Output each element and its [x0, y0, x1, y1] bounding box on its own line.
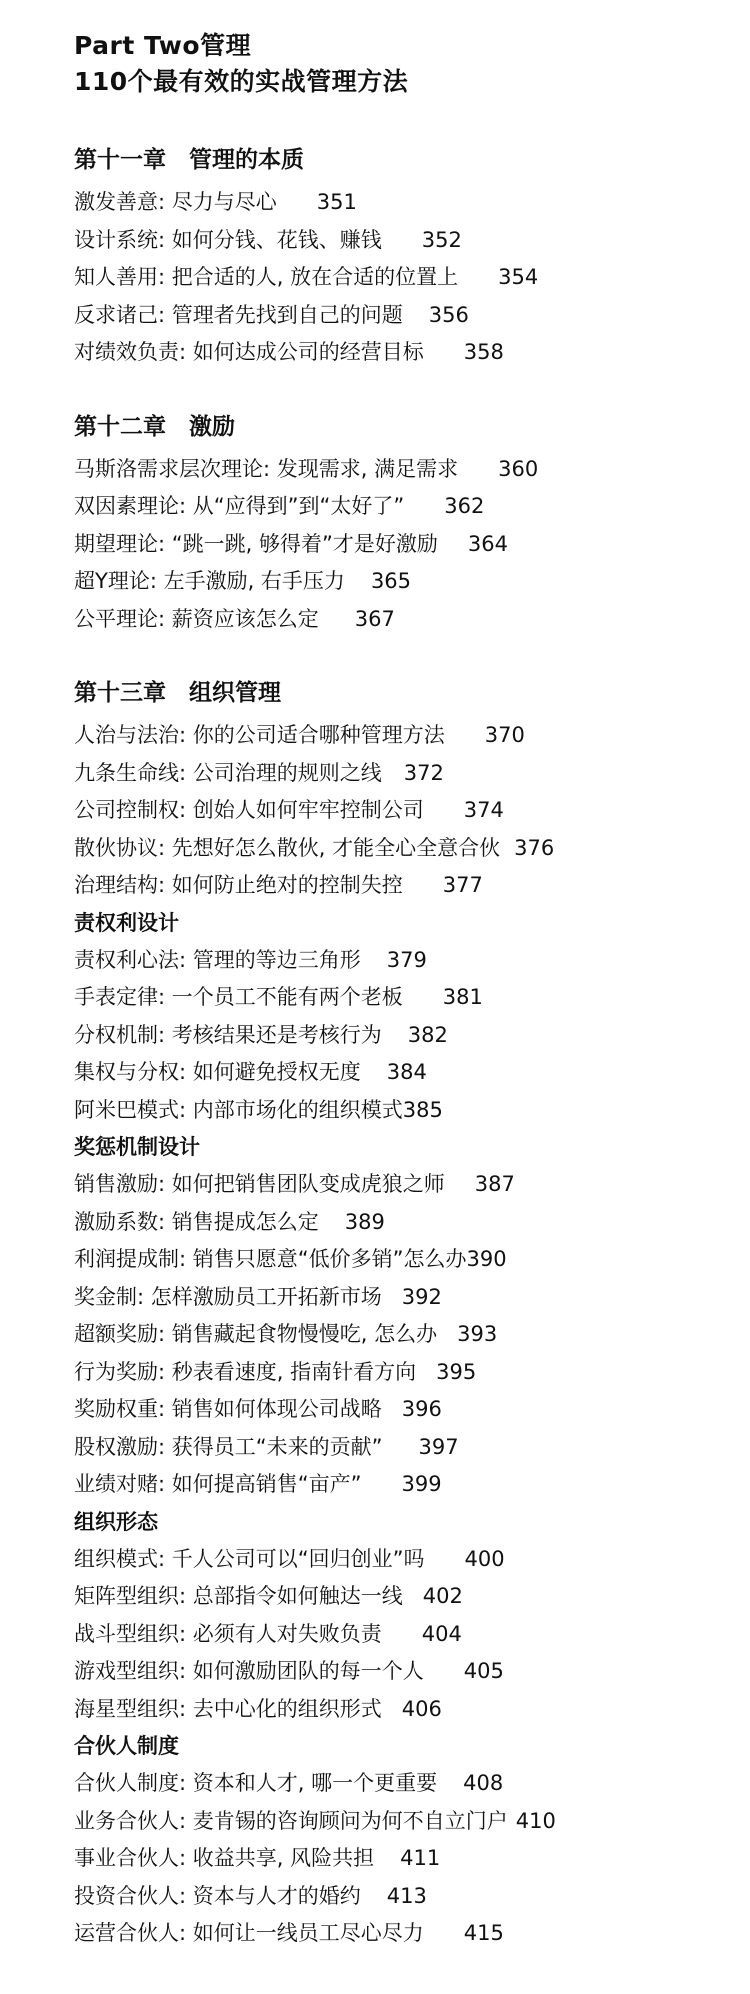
toc-entry-page-number: 397 [418, 1434, 459, 1459]
toc-entry-title: 期望理论: “跳一跳, 够得着”才是好激励 [74, 531, 438, 556]
toc-entry [74, 1803, 750, 1841]
toc-entry [74, 1391, 750, 1429]
toc-entry-title: 知人善用: 把合适的人, 放在合适的位置上 [74, 265, 459, 289]
toc-entry-page-number: 374 [463, 798, 504, 822]
toc-entry [74, 717, 750, 755]
toc-entry-title: 业务合伙人: 麦肯锡的咨询顾问为何不自立门户 [74, 1808, 508, 1833]
part-subtitle: 110个最有效的实战管理方法 [74, 67, 409, 96]
toc-entry-page-number: 360 [498, 456, 539, 481]
toc-entry-title: 激发善意: 尽力与尽心 [74, 190, 277, 214]
toc-entry-title: 对绩效负责: 如何达成公司的经营目标 [74, 340, 424, 364]
toc-entry [74, 1354, 750, 1392]
toc-entry-page-number: 385 [402, 1097, 443, 1122]
toc-entry-page-number: 356 [428, 302, 469, 327]
toc-entry-page-number: 410 [515, 1808, 556, 1833]
toc-entry [74, 755, 750, 793]
toc-entry [74, 1092, 750, 1130]
toc-entry [74, 1166, 750, 1204]
toc-entry [74, 942, 750, 980]
toc-entry [74, 792, 750, 830]
part-title: Part Two管理 [74, 31, 252, 60]
toc-entry-title: 股权激励: 获得员工“未来的贡献” [74, 1434, 383, 1459]
toc-entry-page-number: 377 [442, 873, 483, 897]
toc-entry [74, 1316, 750, 1354]
subsection-heading: 组织形态 [74, 1509, 158, 1534]
toc-entry-page-number: 390 [466, 1247, 507, 1271]
toc-entry-page-number: 376 [514, 835, 555, 860]
toc-entry [74, 1578, 750, 1616]
toc-entry [74, 1054, 750, 1092]
toc-entry-title: 手表定律: 一个员工不能有两个老板 [74, 985, 403, 1009]
part-title-block [74, 28, 750, 100]
toc-entry-title: 奖金制: 怎样激励员工开拓新市场 [74, 1284, 382, 1309]
toc-entry [74, 1653, 750, 1691]
toc-entry-title: 投资合伙人: 资本与人才的婚约 [74, 1883, 361, 1908]
toc-entry-page-number: 384 [386, 1060, 427, 1084]
toc-entry-title: 九条生命线: 公司治理的规则之线 [74, 760, 382, 785]
toc-entry [74, 1466, 750, 1504]
toc-entry-page-number: 381 [442, 985, 483, 1009]
chapter-heading: 第十三章 组织管理 [74, 680, 281, 706]
toc-entry [74, 334, 750, 372]
toc-entry-title: 游戏型组织: 如何激励团队的每一个人 [74, 1659, 424, 1683]
toc-entry-page-number: 354 [498, 265, 539, 289]
toc-entry [74, 563, 750, 601]
toc-entry [74, 1840, 750, 1878]
toc-entry-page-number: 392 [401, 1284, 442, 1309]
subsection-heading: 奖惩机制设计 [74, 1135, 200, 1159]
toc-entry [74, 259, 750, 297]
toc-entry-title: 销售激励: 如何把销售团队变成虎狼之师 [74, 1172, 445, 1196]
toc-entry [74, 1241, 750, 1279]
toc-entry [74, 979, 750, 1017]
toc-entry [74, 526, 750, 564]
toc-entry [74, 184, 750, 222]
toc-entry-page-number: 362 [444, 494, 485, 518]
toc-entry-title: 超Y理论: 左手激励, 右手压力 [74, 569, 345, 593]
chapter-section [74, 673, 750, 1953]
chapter-heading: 第十一章 管理的本质 [74, 147, 304, 173]
toc-entry [74, 1541, 750, 1579]
toc-entry-page-number: 379 [386, 947, 427, 972]
toc-entry-page-number: 396 [401, 1397, 442, 1421]
toc-entry-page-number: 358 [463, 340, 504, 364]
toc-entry-title: 双因素理论: 从“应得到”到“太好了” [74, 494, 405, 518]
toc-entry-title: 矩阵型组织: 总部指令如何触达一线 [74, 1584, 403, 1608]
toc-entry-page-number: 411 [400, 1846, 441, 1870]
toc-entry-title: 马斯洛需求层次理论: 发现需求, 满足需求 [74, 456, 459, 481]
subsection-heading: 责权利设计 [74, 910, 179, 935]
toc-entry [74, 222, 750, 260]
toc-entry [74, 1765, 750, 1803]
toc-entry-page-number: 351 [316, 190, 357, 214]
toc-entry-title: 责权利心法: 管理的等边三角形 [74, 947, 361, 972]
toc-entry-title: 集权与分权: 如何避免授权无度 [74, 1060, 361, 1084]
toc-entry-page-number: 382 [407, 1022, 448, 1047]
toc-entry [74, 830, 750, 868]
toc-entry [74, 601, 750, 639]
toc-entry [74, 1878, 750, 1916]
toc-entry-page-number: 372 [403, 760, 444, 785]
toc-entry-title: 反求诸己: 管理者先找到自己的问题 [74, 302, 403, 327]
toc-entry-title: 超额奖励: 销售藏起食物慢慢吃, 怎么办 [74, 1322, 438, 1346]
toc-entry-page-number: 399 [401, 1472, 442, 1496]
toc-entry-page-number: 400 [464, 1546, 505, 1571]
toc-entry-page-number: 402 [422, 1584, 463, 1608]
toc-entry-title: 合伙人制度: 资本和人才, 哪一个更重要 [74, 1771, 438, 1795]
toc-entry-page-number: 393 [457, 1322, 498, 1346]
toc-entry [74, 1915, 750, 1953]
toc-entry-page-number: 370 [484, 723, 525, 747]
toc-entry-title: 海星型组织: 去中心化的组织形式 [74, 1696, 382, 1721]
toc-entry [74, 1017, 750, 1055]
toc-entry-title: 激励系数: 销售提成怎么定 [74, 1209, 319, 1234]
toc-entry-title: 设计系统: 如何分钱、花钱、赚钱 [74, 227, 382, 252]
toc-entry [74, 451, 750, 489]
chapter-heading: 第十二章 激励 [74, 413, 235, 440]
toc-entry-page-number: 395 [436, 1359, 477, 1384]
subsection-heading: 合伙人制度 [74, 1734, 179, 1758]
toc-entry-page-number: 389 [344, 1209, 385, 1234]
toc-entry [74, 297, 750, 335]
toc-entry-page-number: 406 [401, 1696, 442, 1721]
toc-entry-title: 组织模式: 千人公司可以“回归创业”吗 [74, 1546, 425, 1571]
toc-entry-page-number: 387 [474, 1172, 515, 1196]
toc-entry-title: 公平理论: 薪资应该怎么定 [74, 606, 319, 631]
toc-list [74, 140, 750, 1953]
toc-entry-title: 战斗型组织: 必须有人对失败负责 [74, 1621, 382, 1646]
toc-entry-title: 人治与法治: 你的公司适合哪种管理方法 [74, 723, 445, 747]
toc-entry-title: 业绩对赌: 如何提高销售“亩产” [74, 1472, 362, 1496]
toc-entry-title: 运营合伙人: 如何让一线员工尽心尽力 [74, 1921, 424, 1945]
toc-entry [74, 1204, 750, 1242]
toc-entry-page-number: 352 [421, 227, 462, 252]
toc-entry-title: 公司控制权: 创始人如何牢牢控制公司 [74, 798, 424, 822]
toc-entry-page-number: 413 [386, 1883, 427, 1908]
toc-entry-title: 行为奖励: 秒表看速度, 指南针看方向 [74, 1359, 417, 1384]
toc-entry [74, 488, 750, 526]
toc-entry-title: 利润提成制: 销售只愿意“低价多销”怎么办 [74, 1247, 467, 1271]
toc-entry [74, 867, 750, 905]
toc-entry-title: 治理结构: 如何防止绝对的控制失控 [74, 873, 403, 897]
toc-entry-page-number: 408 [463, 1771, 504, 1795]
toc-entry [74, 1429, 750, 1467]
toc-entry [74, 1616, 750, 1654]
toc-entry-title: 分权机制: 考核结果还是考核行为 [74, 1022, 382, 1047]
toc-entry-title: 奖励权重: 销售如何体现公司战略 [74, 1397, 382, 1421]
toc-entry-page-number: 365 [370, 569, 412, 593]
toc-entry-page-number: 415 [463, 1921, 504, 1945]
toc-entry-page-number: 405 [463, 1659, 504, 1683]
chapter-section [74, 407, 750, 639]
toc-entry-title: 事业合伙人: 收益共享, 风险共担 [74, 1846, 375, 1870]
toc-entry-title: 阿米巴模式: 内部市场化的组织模式 [74, 1097, 403, 1122]
toc-entry-page-number: 364 [467, 531, 508, 556]
chapter-section [74, 140, 750, 372]
toc-entry [74, 1279, 750, 1317]
toc-entry-page-number: 367 [354, 606, 395, 631]
toc-entry [74, 1691, 750, 1729]
toc-entry-page-number: 404 [421, 1621, 462, 1646]
toc-entry-title: 散伙协议: 先想好怎么散伙, 才能全心全意合伙 [74, 835, 501, 860]
